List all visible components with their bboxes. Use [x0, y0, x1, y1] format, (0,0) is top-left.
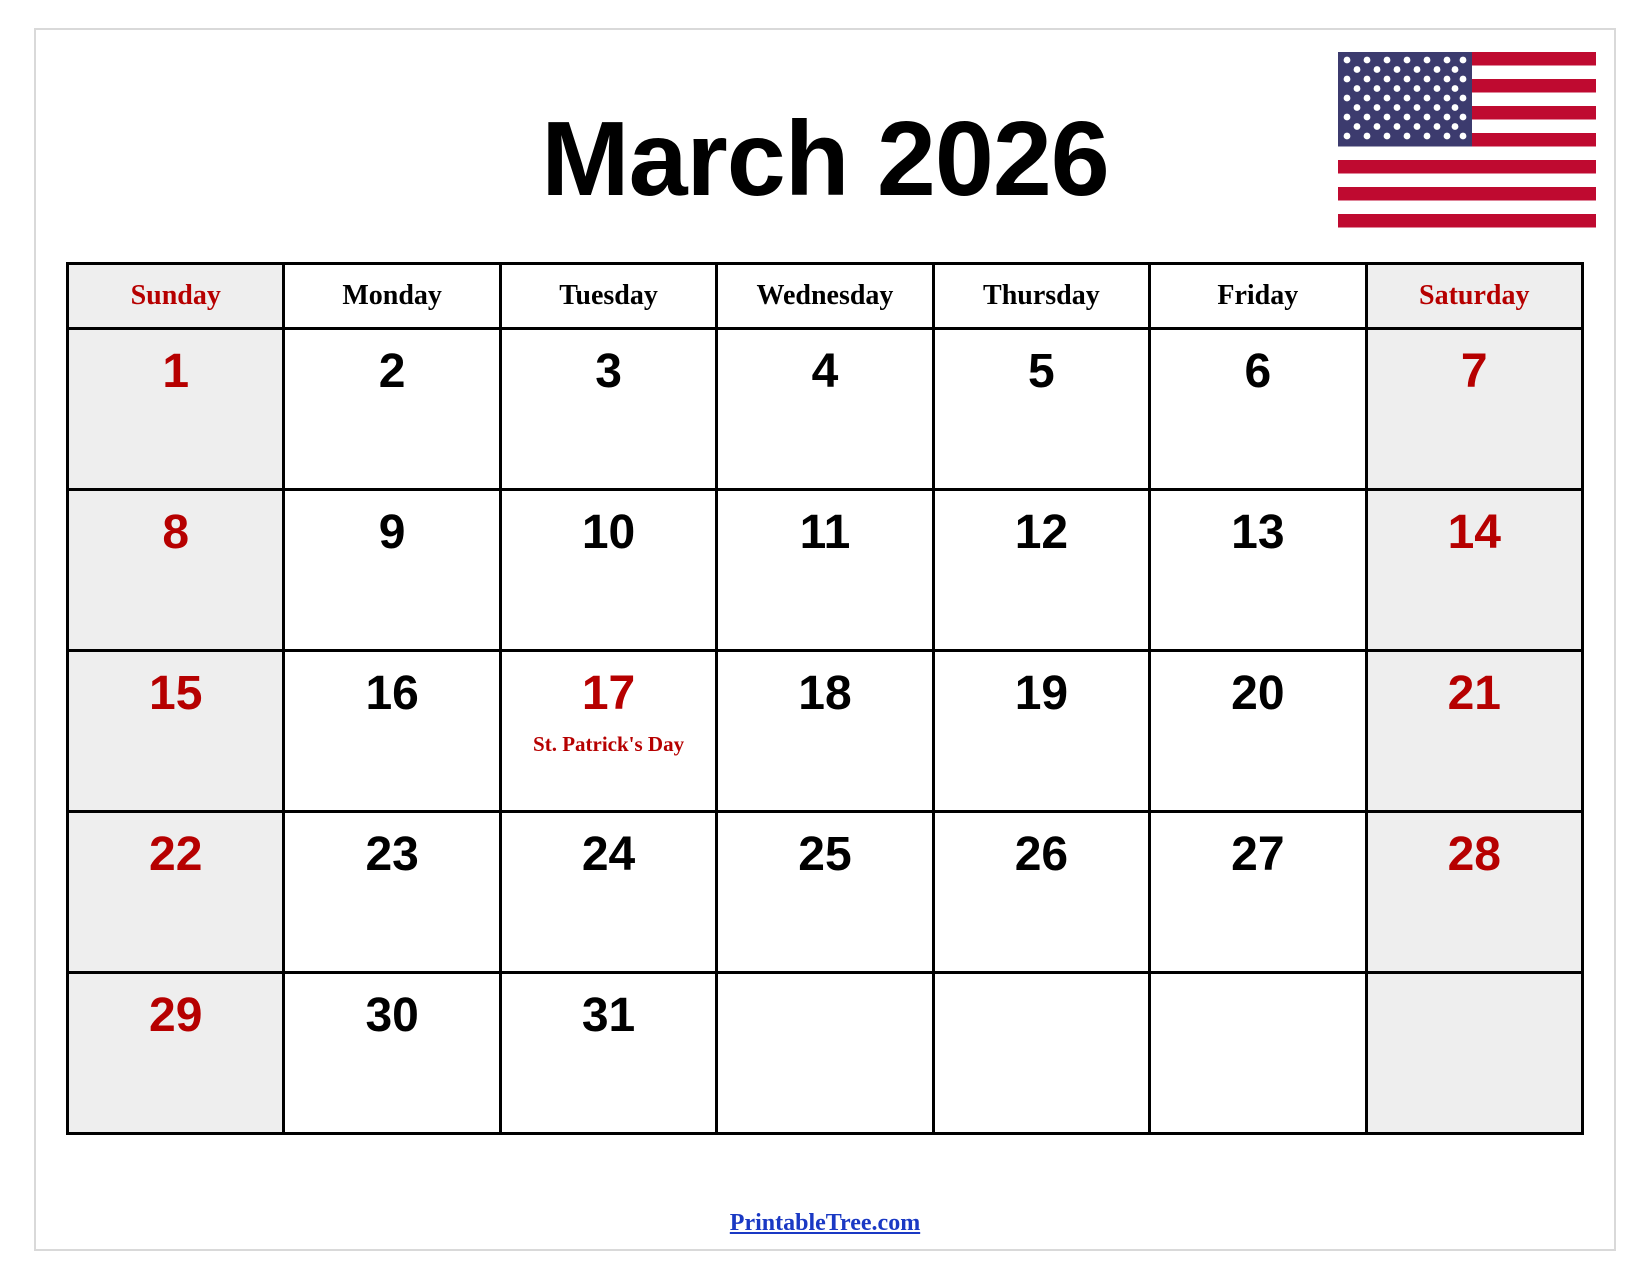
day-number: 20 — [1231, 667, 1285, 720]
day-cell[interactable] — [284, 651, 500, 812]
day-cell[interactable] — [933, 812, 1149, 973]
day-cell[interactable] — [500, 490, 716, 651]
day-cell[interactable] — [717, 329, 933, 490]
day-number: 8 — [162, 506, 190, 559]
day-number: 5 — [1028, 345, 1055, 398]
day-cell[interactable] — [500, 812, 716, 973]
us-flag-icon — [1338, 52, 1596, 228]
day-number: 27 — [1231, 828, 1285, 881]
day-cell[interactable] — [933, 973, 1149, 1134]
day-cell[interactable] — [500, 651, 716, 812]
day-cell[interactable] — [68, 651, 284, 812]
day-event-label: St. Patrick's Day — [533, 732, 685, 756]
day-cell[interactable] — [68, 973, 284, 1134]
day-number: 6 — [1244, 345, 1272, 398]
day-cell[interactable] — [933, 490, 1149, 651]
day-cell[interactable] — [284, 812, 500, 973]
source-link[interactable]: PrintableTree.com — [729, 1210, 921, 1236]
weekday-header-wednesday: Wednesday — [717, 264, 933, 329]
day-cell[interactable] — [500, 973, 716, 1134]
weekday-header-tuesday: Tuesday — [500, 264, 716, 329]
day-number: 1 — [162, 345, 190, 398]
day-number: 9 — [378, 506, 406, 559]
calendar-header — [34, 28, 1616, 228]
day-cell[interactable] — [1150, 651, 1366, 812]
day-number: 23 — [365, 828, 419, 881]
day-number: 19 — [1014, 667, 1069, 720]
day-cell[interactable] — [1150, 973, 1366, 1134]
day-cell[interactable] — [1150, 329, 1366, 490]
day-number: 26 — [1014, 828, 1069, 881]
day-cell[interactable] — [933, 651, 1149, 812]
day-cell[interactable] — [717, 973, 933, 1134]
day-number: 28 — [1447, 828, 1501, 881]
day-cell[interactable] — [1366, 812, 1582, 973]
day-cell[interactable] — [284, 973, 500, 1134]
weekday-header-sunday: Sunday — [68, 264, 284, 329]
day-number: 4 — [811, 345, 839, 398]
day-number: 30 — [365, 989, 419, 1042]
day-cell[interactable] — [284, 329, 500, 490]
day-number: 14 — [1447, 506, 1501, 559]
calendar-week-row — [68, 329, 1583, 490]
day-cell[interactable] — [1150, 812, 1366, 973]
day-cell[interactable] — [717, 651, 933, 812]
day-cell[interactable] — [1366, 973, 1582, 1134]
day-number: 22 — [149, 828, 203, 881]
day-cell[interactable] — [1366, 651, 1582, 812]
calendar-week-row — [68, 651, 1583, 812]
day-number: 31 — [581, 989, 636, 1042]
weekday-header-monday: Monday — [284, 264, 500, 329]
calendar-week-row — [68, 490, 1583, 651]
day-number: 18 — [798, 667, 852, 720]
day-number: 15 — [149, 667, 203, 720]
day-number: 7 — [1460, 345, 1488, 398]
day-cell[interactable] — [717, 490, 933, 651]
day-number: 2 — [378, 345, 406, 398]
weekday-header-thursday: Thursday — [933, 264, 1149, 329]
weekday-header-saturday: Saturday — [1366, 264, 1582, 329]
day-cell[interactable] — [933, 329, 1149, 490]
footer — [0, 1210, 1650, 1237]
day-number: 16 — [365, 667, 419, 720]
day-number: 29 — [149, 989, 203, 1042]
day-cell[interactable] — [284, 490, 500, 651]
day-number: 21 — [1447, 667, 1501, 720]
calendar-grid — [66, 262, 1584, 1135]
day-cell[interactable] — [1366, 329, 1582, 490]
day-cell[interactable] — [68, 812, 284, 973]
calendar-week-row — [68, 812, 1583, 973]
day-cell[interactable] — [500, 329, 716, 490]
day-cell[interactable] — [1150, 490, 1366, 651]
page-title: March 2026 — [541, 100, 1109, 218]
day-number: 17 — [581, 667, 636, 720]
day-number: 11 — [799, 506, 851, 559]
calendar-week-row — [68, 973, 1583, 1134]
day-cell[interactable] — [68, 329, 284, 490]
day-number: 12 — [1014, 506, 1069, 559]
day-number: 10 — [581, 506, 636, 559]
day-number: 25 — [798, 828, 852, 881]
day-cell[interactable] — [68, 490, 284, 651]
day-number: 13 — [1231, 506, 1285, 559]
day-number: 3 — [595, 345, 622, 398]
day-cell[interactable] — [1366, 490, 1582, 651]
weekday-header-row — [68, 264, 1583, 329]
day-number: 24 — [581, 828, 636, 881]
day-cell[interactable] — [717, 812, 933, 973]
weekday-header-friday: Friday — [1150, 264, 1366, 329]
